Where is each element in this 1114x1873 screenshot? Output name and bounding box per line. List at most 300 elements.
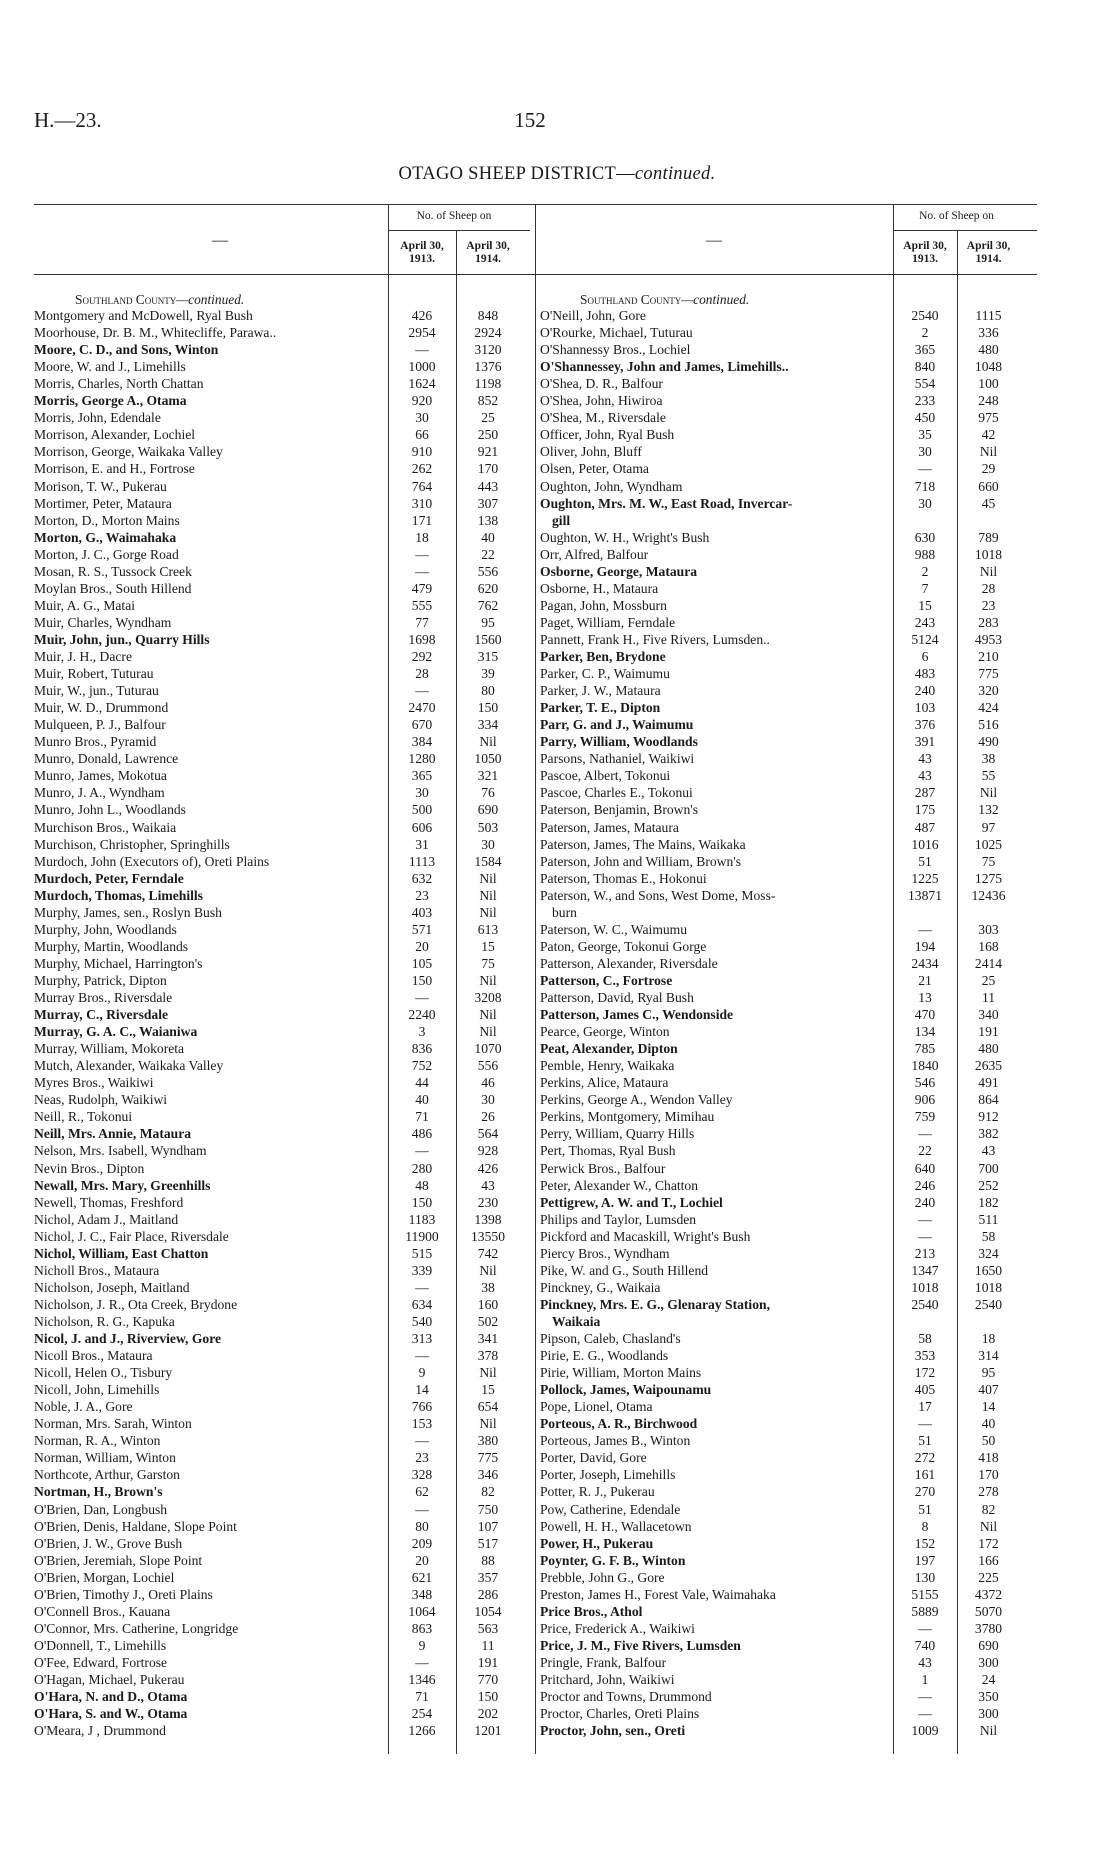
sheep-1913: — xyxy=(415,1348,429,1364)
sheep-1914: 3780 xyxy=(974,1620,1003,1636)
entry-name: Murdoch, Thomas, Limehills xyxy=(34,887,203,903)
sheep-1914: Nil xyxy=(479,870,497,886)
entry-name: Murphy, Michael, Harrington's xyxy=(34,955,203,971)
entry-name: Myres Bros., Waikiwi xyxy=(34,1075,154,1091)
sheep-1914: Nil xyxy=(479,734,497,750)
entry-name: Muir, Robert, Tuturau xyxy=(34,666,154,682)
right-table-row xyxy=(0,716,1114,733)
sheep-1914: 191 xyxy=(477,1654,499,1670)
sheep-1914: 100 xyxy=(978,376,999,392)
sheep-1913: 43 xyxy=(918,1654,932,1670)
sheep-1913: — xyxy=(415,1433,429,1449)
right-table-row xyxy=(0,1620,1114,1637)
right-col-1914-header xyxy=(957,240,1020,266)
sheep-1913: 130 xyxy=(914,1569,936,1585)
entry-name: Pert, Thomas, Ryal Bush xyxy=(540,1143,676,1159)
sheep-1914: 975 xyxy=(978,410,999,426)
entry-name: Pike, W. and G., South Hillend xyxy=(540,1262,709,1278)
sheep-1913: 384 xyxy=(411,734,433,750)
sheep-1913: 14 xyxy=(415,1382,429,1398)
sheep-1913: 313 xyxy=(411,1331,433,1346)
sheep-1913: 2954 xyxy=(408,325,436,341)
sheep-1913: 23 xyxy=(415,887,429,903)
sheep-1914: 160 xyxy=(477,1296,499,1312)
sheep-1914: 75 xyxy=(981,853,996,869)
right-table-row xyxy=(0,1142,1114,1159)
entry-name: Price Bros., Athol xyxy=(540,1603,643,1619)
entry-name: O'Brien, Jeremiah, Slope Point xyxy=(34,1552,203,1568)
sheep-1914: 613 xyxy=(477,921,499,937)
sheep-1913: 2434 xyxy=(911,955,939,971)
entry-name: Oughton, John, Wyndham xyxy=(540,478,683,494)
sheep-1913: — xyxy=(918,1228,932,1244)
entry-name: Pascoe, Charles E., Tokonui xyxy=(540,785,693,801)
sheep-1914: 340 xyxy=(978,1007,999,1023)
sheep-1914: 95 xyxy=(981,1365,996,1381)
sheep-1914: 1054 xyxy=(474,1603,502,1619)
sheep-1914: 43 xyxy=(981,1143,996,1159)
sheep-1913: 103 xyxy=(914,700,936,716)
entry-name: Nicoll, Helen O., Tisbury xyxy=(34,1365,173,1381)
sheep-1913: 80 xyxy=(415,1518,429,1534)
sheep-1913: 20 xyxy=(415,1552,429,1568)
entry-name: Piercy Bros., Wyndham xyxy=(540,1245,670,1261)
entry-name: Muir, John, jun., Quarry Hills xyxy=(34,631,210,647)
sheep-1913: 571 xyxy=(411,921,433,937)
sheep-1914: 1048 xyxy=(974,359,1003,375)
entry-name: Olsen, Peter, Otama xyxy=(540,461,649,477)
entry-name: Moore, W. and J., Limehills xyxy=(34,359,186,375)
sheep-1914: 303 xyxy=(978,921,999,937)
sheep-1914: Nil xyxy=(979,1723,998,1739)
sheep-1913: 175 xyxy=(914,802,936,818)
right-table-row xyxy=(0,921,1114,938)
entry-name: Pirie, William, Morton Mains xyxy=(540,1365,702,1381)
entry-name: Moore, C. D., and Sons, Winton xyxy=(34,342,219,358)
sheep-1913: 426 xyxy=(411,308,433,323)
sheep-1913: 2540 xyxy=(911,1296,939,1312)
sheep-1913: 718 xyxy=(914,478,936,494)
right-table-row xyxy=(0,1586,1114,1603)
sheep-1913: 1064 xyxy=(408,1603,436,1619)
sheep-1914: 654 xyxy=(477,1399,499,1415)
sheep-1913: 353 xyxy=(914,1348,936,1364)
entry-name: Osborne, H., Mataura xyxy=(540,580,659,596)
sheep-1914: 170 xyxy=(978,1467,999,1483)
sheep-1914: 3208 xyxy=(474,990,502,1005)
right-table-row xyxy=(0,1347,1114,1364)
sheep-1913: 766 xyxy=(411,1399,433,1415)
sheep-1913: 554 xyxy=(914,376,936,392)
sheep-1913: 28 xyxy=(415,666,429,682)
sheep-1913: 640 xyxy=(914,1160,936,1176)
entry-name: Pipson, Caleb, Chasland's xyxy=(540,1331,681,1346)
sheep-1913: — xyxy=(918,461,932,477)
sheep-1913: 30 xyxy=(918,444,932,460)
sheep-1914: 150 xyxy=(477,1689,499,1705)
sheep-1914: 38 xyxy=(481,1279,495,1295)
entry-name: Murchison Bros., Waikaia xyxy=(34,819,177,835)
sheep-1913: 1016 xyxy=(911,836,939,852)
sheep-1913: 515 xyxy=(411,1245,433,1261)
entry-name: Murphy, John, Woodlands xyxy=(34,921,177,937)
entry-name: Munro, Donald, Lawrence xyxy=(34,751,179,767)
sheep-1914: 2635 xyxy=(974,1058,1003,1074)
sheep-1913: 272 xyxy=(914,1450,936,1466)
sheep-1914: 1376 xyxy=(474,359,502,375)
sheep-1914: 150 xyxy=(477,700,499,716)
sheep-1913: 240 xyxy=(914,683,936,699)
entry-name: Philips and Taylor, Lumsden xyxy=(540,1211,697,1227)
sheep-1914: 252 xyxy=(978,1177,999,1193)
sheep-1914: 15 xyxy=(481,938,495,954)
sheep-1913: 150 xyxy=(411,972,433,988)
entry-name: Murphy, James, sen., Roslyn Bush xyxy=(34,904,222,920)
entry-name: O'Brien, Dan, Longbush xyxy=(34,1501,168,1517)
entry-name: Newell, Thomas, Freshford xyxy=(34,1194,184,1210)
sheep-1913: 470 xyxy=(914,1007,936,1023)
entry-name: Mosan, R. S., Tussock Creek xyxy=(34,563,192,579)
right-table-row xyxy=(0,1705,1114,1722)
sheep-1913: 348 xyxy=(411,1586,433,1602)
sheep-1913: 240 xyxy=(914,1194,936,1210)
entry-name: Morrison, George, Waikaka Valley xyxy=(34,444,223,460)
document-reference: H.—23. xyxy=(34,108,102,132)
entry-name: Murdoch, John (Executors of), Oreti Plains xyxy=(34,853,270,869)
right-table-row xyxy=(0,1262,1114,1279)
sheep-1913: 2 xyxy=(921,325,929,341)
sheep-1913: 15 xyxy=(918,597,932,613)
sheep-1913: 48 xyxy=(415,1177,429,1193)
entry-name: Morison, T. W., Pukerau xyxy=(34,478,167,494)
entry-name: Munro Bros., Pyramid xyxy=(34,734,157,750)
sheep-1913: 209 xyxy=(411,1535,433,1551)
sheep-1913: 632 xyxy=(411,870,433,886)
sheep-1914: 4372 xyxy=(974,1586,1003,1602)
left-group-header: No. of Sheep on xyxy=(416,210,492,222)
entry-name: Paget, William, Ferndale xyxy=(540,614,676,630)
sheep-1914: 250 xyxy=(477,427,499,443)
sheep-1913: 840 xyxy=(914,359,936,375)
entry-name: O'Neill, John, Gore xyxy=(540,308,646,323)
entry-name: Osborne, George, Mataura xyxy=(540,563,698,579)
sheep-1913: 152 xyxy=(914,1535,936,1551)
sheep-1913: 51 xyxy=(918,1501,932,1517)
header-text: April 30, 1914. xyxy=(466,240,510,265)
entry-name: Paterson, John and William, Brown's xyxy=(540,853,742,869)
section-suffix: —continued. xyxy=(681,292,750,307)
entry-name: Nichol, Adam J., Maitland xyxy=(34,1211,179,1227)
sheep-1913: — xyxy=(415,1143,429,1159)
right-section-heading xyxy=(580,292,749,308)
sheep-1914: Nil xyxy=(479,887,497,903)
sheep-1914: 278 xyxy=(978,1484,999,1500)
right-table-row xyxy=(0,580,1114,597)
right-table-row xyxy=(0,1688,1114,1705)
entry-name: Moorhouse, Dr. B. M., Whitecliffe, Parawa.. xyxy=(34,325,277,341)
sheep-1914: 346 xyxy=(477,1467,499,1483)
entry-name: Nicholl Bros., Mataura xyxy=(34,1262,160,1278)
right-table-row xyxy=(0,1279,1114,1296)
sheep-1913: 194 xyxy=(914,938,936,954)
entry-name: Murphy, Patrick, Dipton xyxy=(34,972,167,988)
entry-name: Perkins, George A., Wendon Valley xyxy=(540,1092,733,1108)
right-table-row xyxy=(0,512,1114,529)
sheep-1913: 6 xyxy=(921,649,929,664)
sheep-1914: 321 xyxy=(477,768,499,784)
entry-name: Patterson, Alexander, Riversdale xyxy=(540,955,718,971)
entry-name: Price, Frederick A., Waikiwi xyxy=(540,1620,695,1636)
right-table-row xyxy=(0,1006,1114,1023)
entry-name: Pettigrew, A. W. and T., Lochiel xyxy=(540,1194,723,1210)
sheep-1913: — xyxy=(415,563,429,579)
sheep-1913: — xyxy=(415,1501,429,1517)
sheep-1914: 75 xyxy=(481,955,495,971)
sheep-1914: Nil xyxy=(979,785,998,801)
header-text: April 30, 1913. xyxy=(903,240,947,265)
entry-name: Perry, William, Quarry Hills xyxy=(540,1126,695,1142)
entry-name: O'Connell Bros., Kauana xyxy=(34,1603,171,1619)
right-table-row xyxy=(0,341,1114,358)
header-mid-rule-right xyxy=(893,230,1037,231)
sheep-1913: 328 xyxy=(411,1467,433,1483)
sheep-1913: 51 xyxy=(918,1433,932,1449)
sheep-1914: 320 xyxy=(978,683,999,699)
entry-name: Northcote, Arthur, Garston xyxy=(34,1467,180,1483)
sheep-1914: 336 xyxy=(978,325,999,341)
sheep-1914: 480 xyxy=(978,342,999,358)
entry-name: Nicoll Bros., Mataura xyxy=(34,1348,153,1364)
sheep-1914: 95 xyxy=(481,614,495,630)
entry-name: Pascoe, Albert, Tokonui xyxy=(540,768,671,784)
entry-name: Proctor, Charles, Oreti Plains xyxy=(540,1706,700,1722)
sheep-1913: 197 xyxy=(914,1552,936,1568)
sheep-1914: 1018 xyxy=(974,546,1003,562)
sheep-1914: 202 xyxy=(477,1706,499,1722)
sheep-1913: 40 xyxy=(415,1092,429,1108)
sheep-1913: 77 xyxy=(415,614,429,630)
right-table-row xyxy=(0,631,1114,648)
entry-name: Muir, Charles, Wyndham xyxy=(34,614,172,630)
entry-name: Murchison, Christopher, Springhills xyxy=(34,836,230,852)
entry-name: Morton, J. C., Gorge Road xyxy=(34,546,179,562)
entry-name: Morton, D., Morton Mains xyxy=(34,512,180,528)
sheep-1914: 1198 xyxy=(474,376,502,392)
sheep-1913: 634 xyxy=(411,1296,433,1312)
sheep-1914: 1115 xyxy=(975,308,1002,323)
entry-name: Pemble, Henry, Waikaka xyxy=(540,1058,675,1074)
right-table-row xyxy=(0,1211,1114,1228)
entry-name: Nortman, H., Brown's xyxy=(34,1484,163,1500)
sheep-1914: 564 xyxy=(477,1126,499,1142)
sheep-1913: 2240 xyxy=(408,1007,436,1023)
sheep-1914: Nil xyxy=(979,444,998,460)
sheep-1914: 912 xyxy=(978,1109,999,1125)
entry-name: Murray, C., Riversdale xyxy=(34,1007,169,1023)
sheep-1914: 3120 xyxy=(474,342,502,358)
sheep-1913: 403 xyxy=(411,904,433,920)
right-table-row xyxy=(0,938,1114,955)
sheep-1913: 35 xyxy=(918,427,932,443)
entry-name: Power, H., Pukerau xyxy=(540,1535,654,1551)
entry-name: Porter, Joseph, Limehills xyxy=(540,1467,676,1483)
entry-name: Peat, Alexander, Dipton xyxy=(540,1041,678,1057)
right-table-row xyxy=(0,784,1114,801)
sheep-1913: 21 xyxy=(918,972,932,988)
entry-name: Pearce, George, Winton xyxy=(540,1024,670,1040)
sheep-1914: 350 xyxy=(978,1689,999,1705)
sheep-1914: 43 xyxy=(481,1177,495,1193)
entry-name: O'Brien, J. W., Grove Bush xyxy=(34,1535,183,1551)
sheep-1914: 556 xyxy=(477,1058,499,1074)
sheep-1914: 378 xyxy=(477,1348,499,1364)
right-table-row xyxy=(0,1483,1114,1500)
sheep-1914: 15 xyxy=(481,1382,495,1398)
entry-name: Oughton, Mrs. M. W., East Road, Invercar- xyxy=(540,495,793,511)
left-section-heading xyxy=(75,292,244,308)
entry-name: Perwick Bros., Balfour xyxy=(540,1160,666,1176)
entry-name: Orr, Alfred, Balfour xyxy=(540,546,649,562)
sheep-1914: 300 xyxy=(978,1654,999,1670)
right-table-row xyxy=(0,1057,1114,1074)
sheep-1914: 40 xyxy=(481,529,495,545)
entry-name: Morris, George A., Otama xyxy=(34,393,187,409)
right-table-row xyxy=(0,1535,1114,1552)
right-table-row xyxy=(0,853,1114,870)
entry-name: Neill, R., Tokonui xyxy=(34,1109,133,1125)
right-table-row xyxy=(0,767,1114,784)
entry-name: Nelson, Mrs. Isabell, Wyndham xyxy=(34,1143,207,1159)
sheep-1913: 30 xyxy=(415,785,429,801)
sheep-1914: 563 xyxy=(477,1620,499,1636)
entry-name: Mortimer, Peter, Mataura xyxy=(34,495,172,511)
sheep-1913: 153 xyxy=(411,1416,433,1432)
sheep-1913: 8 xyxy=(921,1518,929,1534)
right-table-row xyxy=(0,392,1114,409)
right-table-row xyxy=(0,597,1114,614)
sheep-1913: 1225 xyxy=(911,870,939,886)
entry-name: Pritchard, John, Waikiwi xyxy=(540,1672,675,1687)
sheep-1914: 166 xyxy=(978,1552,999,1568)
entry-name: O'Shea, M., Riversdale xyxy=(540,410,666,426)
sheep-1913: 13 xyxy=(918,990,932,1005)
sheep-1913: 555 xyxy=(411,597,433,613)
entry-name: Neill, Mrs. Annie, Mataura xyxy=(34,1126,192,1142)
entry-name: O'Brien, Morgan, Lochiel xyxy=(34,1569,175,1585)
sheep-1914: 22 xyxy=(481,546,495,562)
right-table-row xyxy=(0,989,1114,1006)
page-title xyxy=(0,164,1114,185)
sheep-1914: 491 xyxy=(978,1075,999,1091)
sheep-1914: 418 xyxy=(978,1450,999,1466)
entry-name: Waikaia xyxy=(552,1313,601,1329)
entry-name: Patterson, C., Fortrose xyxy=(540,972,673,988)
entry-name: Munro, J. A., Wyndham xyxy=(34,785,165,801)
sheep-1914: 172 xyxy=(978,1535,999,1551)
sheep-1913: 30 xyxy=(918,495,932,511)
sheep-1914: 82 xyxy=(981,1501,996,1517)
sheep-1914: 25 xyxy=(481,410,495,426)
sheep-1913: 836 xyxy=(411,1041,433,1057)
right-table-row xyxy=(0,1654,1114,1671)
sheep-1913: — xyxy=(918,921,932,937)
sheep-1913: — xyxy=(415,683,429,699)
sheep-1914: 480 xyxy=(978,1041,999,1057)
sheep-1914: 928 xyxy=(477,1143,499,1159)
sheep-1913: 540 xyxy=(411,1313,433,1329)
entry-name: Peter, Alexander W., Chatton xyxy=(540,1177,699,1193)
right-table-row xyxy=(0,665,1114,682)
right-table-row xyxy=(0,1023,1114,1040)
sheep-1914: 1050 xyxy=(474,751,502,767)
sheep-1914: 5070 xyxy=(974,1603,1003,1619)
sheep-1913: 479 xyxy=(411,580,433,596)
entry-name: O'Shannessy Bros., Lochiel xyxy=(540,342,691,358)
entry-name: Paton, George, Tokonui Gorge xyxy=(540,938,707,954)
right-table-row xyxy=(0,733,1114,750)
entry-name: Muir, J. H., Dacre xyxy=(34,649,132,664)
sheep-1914: 511 xyxy=(978,1211,999,1227)
entry-name: Murray, G. A. C., Waianiwa xyxy=(34,1024,198,1040)
sheep-1913: 546 xyxy=(914,1075,936,1091)
sheep-1913: 2 xyxy=(921,563,929,579)
sheep-1914: 357 xyxy=(477,1569,499,1585)
sheep-1913: 630 xyxy=(914,529,936,545)
sheep-1914: 55 xyxy=(981,768,996,784)
right-table-row xyxy=(0,460,1114,477)
entry-name: Mutch, Alexander, Waikaka Valley xyxy=(34,1058,224,1074)
left-col-1913-header xyxy=(388,240,456,266)
entry-name: Officer, John, Ryal Bush xyxy=(540,427,675,443)
sheep-1914: Nil xyxy=(479,1262,497,1278)
entry-name: Patterson, David, Ryal Bush xyxy=(540,990,694,1005)
entry-name: Pagan, John, Mossburn xyxy=(540,597,667,613)
sheep-1913: 450 xyxy=(914,410,936,426)
sheep-1914: 225 xyxy=(978,1569,999,1585)
title-main: OTAGO SHEEP DISTRICT— xyxy=(398,164,635,184)
sheep-1913: 213 xyxy=(914,1245,936,1261)
entry-name: O'Shea, John, Hiwiroa xyxy=(540,393,663,409)
sheep-1913: 339 xyxy=(411,1262,433,1278)
sheep-1913: 7 xyxy=(921,580,929,596)
sheep-1913: 920 xyxy=(411,393,433,409)
entry-name: Porter, David, Gore xyxy=(540,1450,647,1466)
sheep-1914: 11 xyxy=(981,990,996,1005)
section-name: Southland County xyxy=(75,292,177,307)
entry-name: Paterson, W. C., Waimumu xyxy=(540,921,688,937)
entry-name: Poynter, G. F. B., Winton xyxy=(540,1552,686,1568)
sheep-1914: 24 xyxy=(981,1672,996,1687)
entry-name: Nicholson, R. G., Kapuka xyxy=(34,1313,175,1329)
sheep-1914: Nil xyxy=(479,1365,497,1381)
entry-name: O'Connor, Mrs. Catherine, Longridge xyxy=(34,1620,239,1636)
sheep-1913: 71 xyxy=(415,1689,429,1705)
sheep-1913: 906 xyxy=(914,1092,936,1108)
entry-name: Morris, John, Edendale xyxy=(34,410,161,426)
right-table-row xyxy=(0,1432,1114,1449)
entry-name: Morrison, E. and H., Fortrose xyxy=(34,461,195,477)
right-table-row xyxy=(0,801,1114,818)
sheep-1913: 287 xyxy=(914,785,936,801)
right-table-row xyxy=(0,1518,1114,1535)
right-table-row xyxy=(0,1228,1114,1245)
sheep-1914: 132 xyxy=(978,802,999,818)
entry-name: Porteous, James B., Winton xyxy=(540,1433,691,1449)
sheep-1913: 670 xyxy=(411,717,433,733)
sheep-1914: 38 xyxy=(981,751,996,767)
sheep-1913: — xyxy=(918,1126,932,1142)
sheep-1914: 1584 xyxy=(474,853,502,869)
